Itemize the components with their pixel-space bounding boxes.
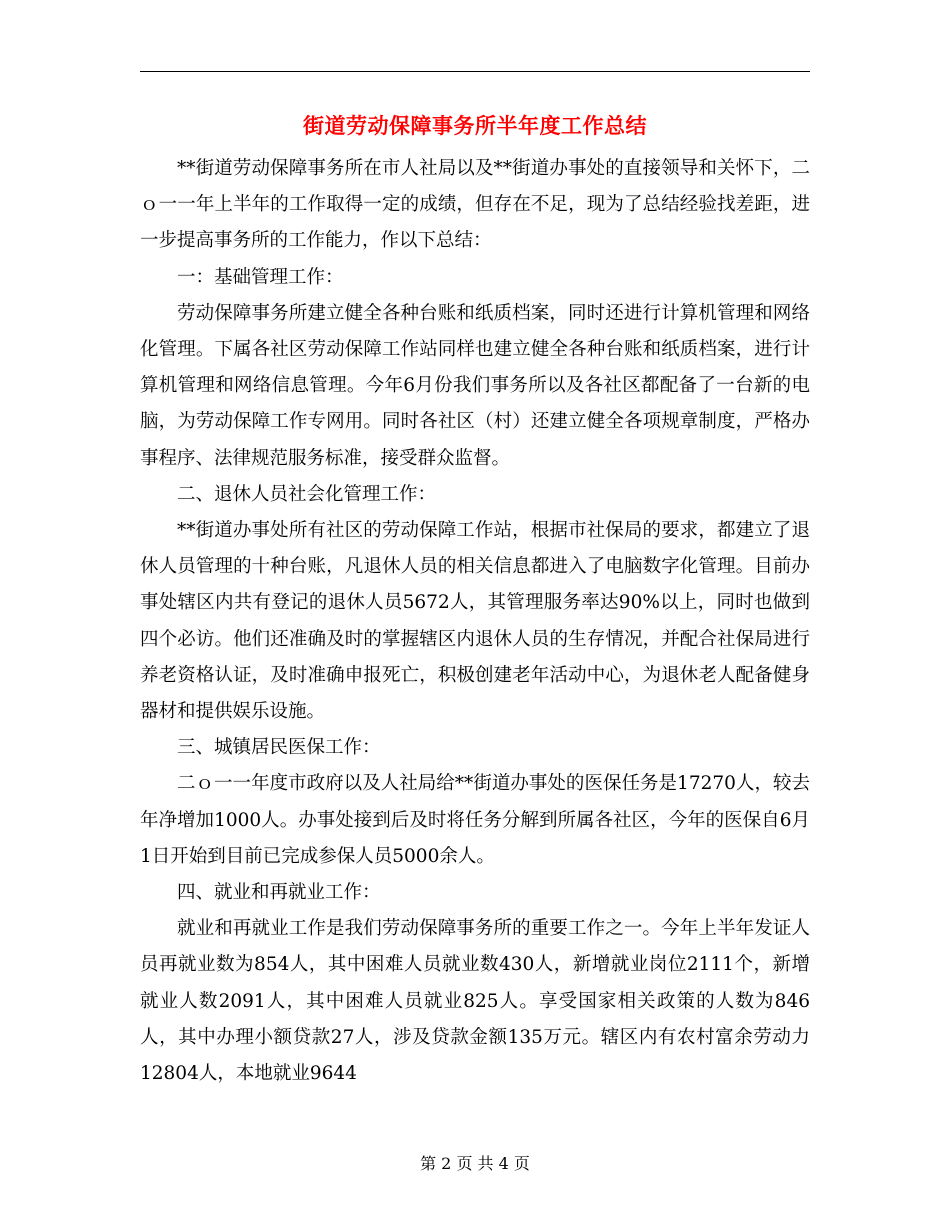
page-number-label: 第 2 页 共 4 页 xyxy=(420,1154,530,1173)
section-heading-employment: 四、就业和再就业工作： xyxy=(177,882,381,904)
document-body xyxy=(140,151,810,1092)
paragraph-intro: **街道劳动保障事务所在市人社局以及**街道办事处的直接领导和关怀下，二ｏ一一年上半年的工作取得一定的成绩，但存在不足，现为了总结经验找差距，进一步提高事务所的工作能力，作以下总结： xyxy=(140,158,810,252)
paragraph-retiree-management: **街道办事处所有社区的劳动保障工作站，根据市社保局的要求，都建立了退休人员管理的十种台账，凡退休人员的相关信息都进入了电脑数字化管理。目前办事处辖区内共有登记的退休人员5672人，其管理服务率达90%以上，同时也做到四个必访。他们还准确及时的掌握辖区内退休人员的生存情况，并配合社保局进行养老资格认证，及时准确申报死亡，积极创建老年活动中心，为退休老人配备健身器材和提供娱乐设施。 xyxy=(140,520,810,723)
header-rule xyxy=(140,71,810,72)
document-title: 街道劳动保障事务所半年度工作总结 xyxy=(303,113,647,138)
paragraph-basic-management: 劳动保障事务所建立健全各种台账和纸质档案，同时还进行计算机管理和网络化管理。下属各社区劳动保障工作站同样也建立健全各种台账和纸质档案，进行计算机管理和网络信息管理。今年6月份我们事务所以及各社区都配备了一台新的电脑，为劳动保障工作专网用。同时各社区（村）还建立健全各项规章制度，严格办事程序、法律规范服务标准，接受群众监督。 xyxy=(140,302,810,469)
section-heading-retiree-management: 二、退休人员社会化管理工作： xyxy=(177,483,437,505)
paragraph-medical-insurance: 二ｏ一一年度市政府以及人社局给**街道办事处的医保任务是17270人，较去年净增加1000人。办事处接到后及时将任务分解到所属各社区，今年的医保自6月1日开始到目前已完成参保人员5000余人。 xyxy=(140,773,810,867)
section-heading-medical-insurance: 三、城镇居民医保工作： xyxy=(177,737,381,759)
page-footer xyxy=(0,1152,950,1176)
section-heading-basic-management: 一：基础管理工作： xyxy=(177,266,344,288)
paragraph-employment: 就业和再就业工作是我们劳动保障事务所的重要工作之一。今年上半年发证人员再就业数为854人，其中困难人员就业数430人，新增就业岗位2111个，新增就业人数2091人，其中困难人员就业825人。享受国家相关政策的人数为846人，其中办理小额贷款27人，涉及贷款金额135万元。辖区内有农村富余劳动力12804人，本地就业9644 xyxy=(140,918,810,1085)
